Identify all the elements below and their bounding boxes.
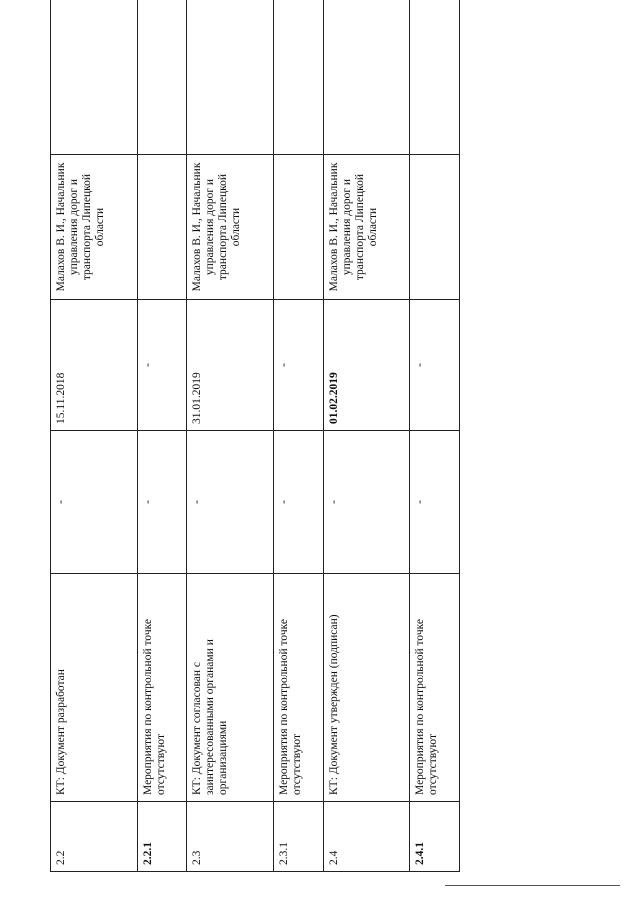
row-number: 2.4 [323,802,410,872]
row-prev-dash: - [273,431,323,574]
row-prev-dash: - [51,431,138,574]
table-row [273,0,323,872]
table-row [51,0,138,872]
scan-line-divider [445,885,620,886]
row-name: Мероприятия по контрольной точке отсутствуют [273,574,323,802]
row-date: - [273,300,323,431]
row-document [410,0,460,155]
row-responsible [137,155,187,300]
row-number: 2.2.1 [137,802,187,872]
table-row [410,0,460,872]
row-responsible: Малахов В. И., Начальник управления дорог и транспорта Липецкой области [323,155,410,300]
row-number: 2.2 [51,802,138,872]
row-responsible [410,155,460,300]
row-responsible: Малахов В. И., Начальник управления дорог и транспорта Липецкой области [51,155,138,300]
row-number: 2.3.1 [273,802,323,872]
row-date: 01.02.2019 [323,300,410,431]
row-prev-dash: - [137,431,187,574]
row-name: Мероприятия по контрольной точке отсутствуют [410,574,460,802]
rotated-page [50,10,460,872]
table-row [187,0,274,872]
row-date: - [137,300,187,431]
row-responsible [273,155,323,300]
row-number: 2.3 [187,802,274,872]
row-prev-dash: - [187,431,274,574]
row-document [323,0,410,155]
table-row [137,0,187,872]
row-date: 31.01.2019 [187,300,274,431]
row-prev-dash: - [323,431,410,574]
row-name: КТ: Документ утвержден (подписан) [323,574,410,802]
row-document [51,0,138,155]
plan-table [50,0,460,872]
row-date: - [410,300,460,431]
row-document [187,0,274,155]
table-row [323,0,410,872]
row-document [273,0,323,155]
row-document [137,0,187,155]
row-name: КТ: Документ согласован с заинтересованными органами и организациями [187,574,274,802]
row-number: 2.4.1 [410,802,460,872]
row-name: КТ: Документ разработан [51,574,138,802]
row-date: 15.11.2018 [51,300,138,431]
row-responsible: Малахов В. И., Начальник управления дорог и транспорта Липецкой области [187,155,274,300]
row-prev-dash: - [410,431,460,574]
row-name: Мероприятия по контрольной точке отсутствуют [137,574,187,802]
